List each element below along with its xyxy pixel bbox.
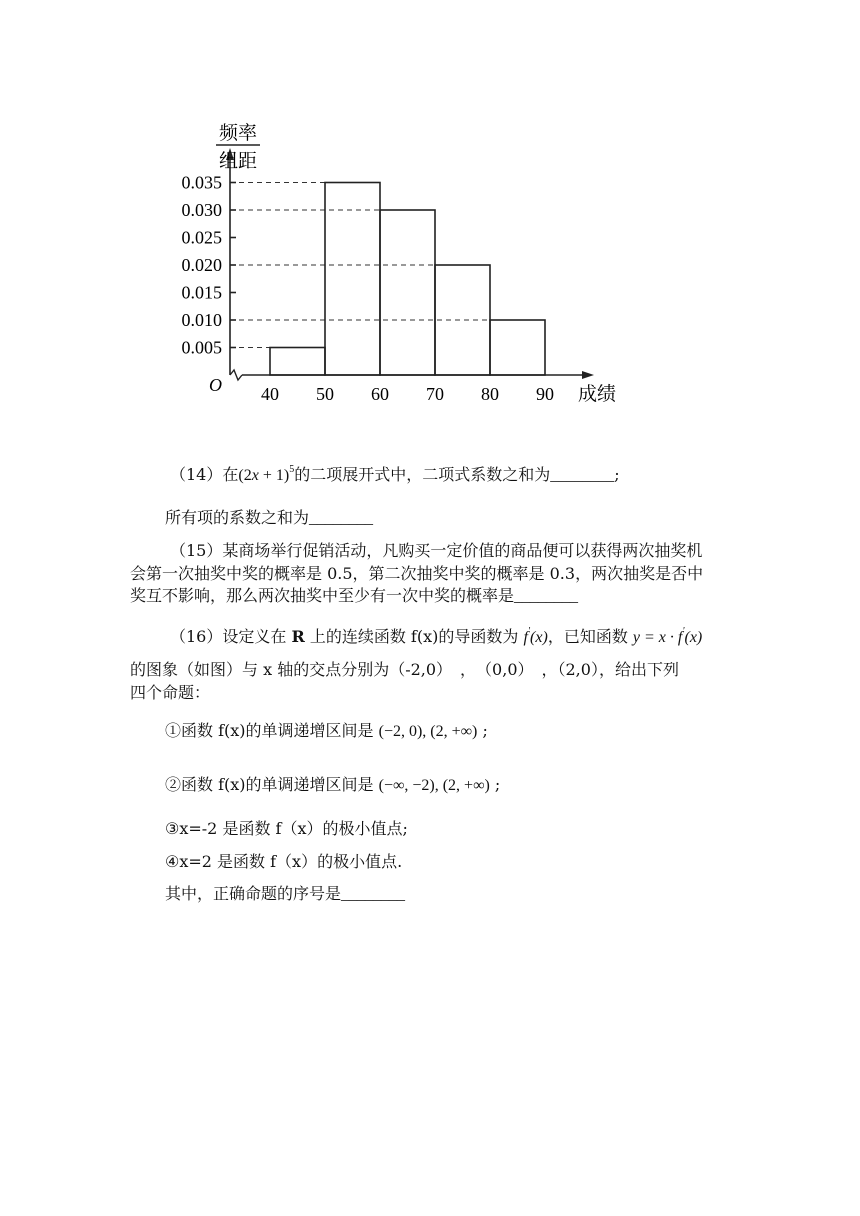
q16-line1 (170, 627, 702, 648)
x-tick-label: 60 (371, 384, 389, 404)
q16-prop2-text: ②函数 f(x)的单调递增区间是 (165, 775, 379, 794)
q16-prop2 (165, 775, 500, 796)
q15-line2: 会第一次抽奖中奖的概率是 0.5，第二次抽奖中奖的概率是 0.3，两次抽奖是否中 (130, 564, 704, 583)
x-axis-arrow (582, 371, 594, 379)
q14-expr-close: + 1) (258, 467, 290, 484)
x-tick-label: 90 (536, 384, 554, 404)
q14-end: ; (614, 465, 620, 484)
q16-fprime-f: f (523, 629, 528, 646)
dashed-guides (230, 183, 545, 348)
y-tick-label: 0.005 (181, 337, 222, 358)
q16-pre: （16）设定义在 (170, 627, 292, 646)
q16-mid: 上的连续函数 f(x)的导函数为 (304, 627, 524, 646)
y-tick-labels (182, 173, 223, 358)
x-tick-label: 40 (261, 384, 279, 404)
y-tick-label: 0.025 (181, 227, 222, 248)
bar-60-70 (380, 210, 435, 375)
x-axis-label: 成绩 (578, 384, 617, 405)
q16-prop1-text: ①函数 f(x)的单调递增区间是 (165, 721, 379, 740)
y-axis-label-top: 频率 (218, 123, 258, 144)
y-tick-label: 0.010 (181, 310, 222, 330)
q16-prop1-end: ; (477, 721, 488, 740)
q14-line2 (165, 508, 373, 529)
q16-line3: 四个命题： (130, 683, 211, 702)
q14-power: 5 (289, 464, 295, 475)
q15-line1: （15）某商场举行促销活动，凡购买一定价值的商品便可以获得两次抽奖机 (170, 541, 703, 560)
q14-expr-open: (2 (238, 467, 252, 484)
q14-blank2[interactable]: ________ (309, 510, 374, 527)
y-axis-label-bottom: 组距 (218, 151, 258, 172)
q16-prop1-math: (−2, 0), (2, +∞) (378, 723, 478, 740)
q14-line2-text: 所有项的系数之和为 (165, 508, 310, 527)
q16-fprime-x: (x) (530, 629, 548, 646)
q14-blank[interactable]: ________ (550, 467, 615, 484)
q16-fprime-mark: ' (527, 626, 531, 637)
q16-prop4: ④x=2 是函数 f（x）的极小值点. (165, 852, 403, 871)
q16-blank[interactable]: ________ (341, 886, 406, 903)
x-tick-label: 70 (426, 384, 444, 404)
x-tick-label: 80 (481, 384, 499, 404)
axes (226, 148, 594, 380)
q16-R: R (291, 627, 305, 646)
x-tick-labels (261, 384, 554, 404)
q16-ask (165, 884, 405, 905)
q14-number: （14） (170, 465, 223, 484)
q16-prop2-math: (−∞, −2), (2, +∞) (378, 777, 490, 794)
q14-expr-var: x (251, 467, 259, 484)
q16-ask-text: 其中，正确命题的序号是 (165, 884, 342, 903)
y-tick-label: 0.015 (181, 282, 222, 303)
q16-ydef-x: (x) (684, 629, 703, 646)
q15-line3-text: 奖互不影响，那么两次抽奖中至少有一次中奖的概率是 (130, 586, 515, 605)
q14-pre: 在 (222, 465, 239, 484)
frequency-histogram (160, 110, 640, 410)
origin-label: O (209, 375, 222, 395)
bar-50-60 (325, 183, 380, 376)
bar-40-50 (270, 348, 325, 376)
q16-line2: 的图象（如图）与 x 轴的交点分别为（-2,0） ， （0,0） ，（2,0），给出下列 (130, 660, 679, 679)
y-tick-label: 0.020 (181, 255, 222, 275)
y-tick-label: 0.035 (181, 172, 222, 193)
q16-prop1 (165, 721, 488, 742)
q16-mid2: ，已知函数 (547, 627, 633, 646)
x-axis-break (230, 370, 242, 380)
q16-prop3: ③x=-2 是函数 f（x）的极小值点; (165, 819, 408, 838)
q14-text: 的二项展开式中，二项式系数之和为 (294, 465, 551, 484)
q15-line3 (130, 586, 578, 607)
y-tick-label: 0.030 (181, 200, 222, 220)
q16-ydef: y = x · f (632, 629, 683, 646)
x-tick-label: 50 (316, 384, 334, 404)
histogram-bars (270, 183, 545, 376)
q14-line1 (170, 465, 620, 486)
bar-70-80 (435, 265, 490, 375)
q15-blank[interactable]: ________ (514, 588, 579, 605)
q16-ydef-mark: ' (682, 626, 685, 637)
bar-80-90 (490, 320, 545, 375)
q16-prop2-end: ; (489, 775, 501, 794)
